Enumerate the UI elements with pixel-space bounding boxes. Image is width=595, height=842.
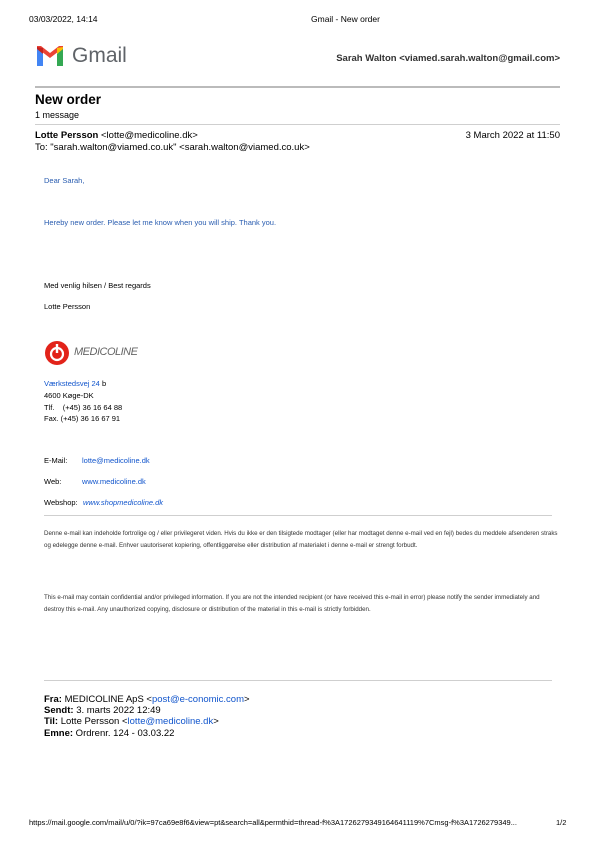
forward-from-end: > <box>244 694 250 705</box>
email-label: E-Mail: <box>44 456 68 465</box>
forward-to-end: > <box>213 716 219 727</box>
gmail-wordmark: Gmail <box>72 44 127 67</box>
recipient-line: To: "sarah.walton@viamed.co.uk" <sarah.walton@viamed.co.uk> <box>35 142 310 153</box>
signature-divider <box>44 515 552 516</box>
forward-from-email[interactable]: post@e-conomic.com <box>151 694 244 705</box>
disclaimer-english: This e-mail may contain confidential and/or privileged information. If you are not the intended recipient (or have received this e-mail in error) please notify the sender immediately and destroy this e-mail. Any unauthorized copying, disclosure or distribution of the material in this e-mail is strictly forbidden. <box>44 594 540 613</box>
message-count: 1 message <box>35 110 80 120</box>
disclaimer-danish: Denne e-mail kan indeholde fortrolige og / eller privilegeret viden. Hvis du ikke er den tilsigtede modtager (eller har modtaget denne e-mail ved en fejl) bedes du meddele afsenderen straks og edelegge denne e-mail. Enhver uautoriseret kopiering, offentliggørelse eller distribution af materialet i denne e-mail er strengt forbudt. <box>44 530 558 549</box>
medicoline-wordmark: MEDICOLINE <box>74 346 138 358</box>
forward-subject-label: Emne: <box>44 728 74 739</box>
account-name: Sarah Walton <viamed.sarah.walton@gmail.com> <box>336 53 560 64</box>
forward-from-name: MEDICOLINE ApS < <box>61 694 152 705</box>
forward-divider <box>44 680 552 681</box>
address-line <box>44 379 106 388</box>
forward-to-email[interactable]: lotte@medicoline.dk <box>127 716 214 727</box>
medicoline-mark-icon <box>44 340 70 366</box>
message-date: 3 March 2022 at 11:50 <box>465 130 560 141</box>
page-number: 1/2 <box>556 818 567 827</box>
sender-line <box>35 130 198 141</box>
forward-sent-value: 3. marts 2022 12:49 <box>73 705 161 716</box>
subject-divider <box>35 124 560 125</box>
webshop-link[interactable]: www.shopmedicoline.dk <box>83 498 164 507</box>
forward-to-label: Til: <box>44 716 59 727</box>
forward-sent-label: Sendt: <box>44 705 74 716</box>
city-line: 4600 Køge-DK <box>44 391 94 400</box>
print-title: Gmail - New order <box>311 14 380 24</box>
webshop-label: Webshop: <box>44 498 78 507</box>
sender-email[interactable]: <lotte@medicoline.dk> <box>101 130 198 141</box>
thread-subject: New order <box>35 92 102 107</box>
email-link[interactable]: lotte@medicoline.dk <box>82 456 150 465</box>
signature-name: Lotte Persson <box>44 302 91 311</box>
gmail-m-icon <box>35 44 65 68</box>
medicoline-logo <box>44 340 136 366</box>
phone-line: Tlf. (+45) 36 16 64 88 <box>44 403 123 412</box>
address-suffix: b <box>99 379 107 388</box>
message-body: Hereby new order. Please let me know when you will ship. Thank you. <box>44 218 277 227</box>
header-divider <box>35 86 560 88</box>
print-datetime: 03/03/2022, 14:14 <box>29 14 98 24</box>
forward-from <box>44 694 250 705</box>
forward-subject <box>44 728 174 739</box>
forward-from-label: Fra: <box>44 694 62 705</box>
fax-line: Fax. (+45) 36 16 67 91 <box>44 414 121 423</box>
closing: Med venlig hilsen / Best regards <box>44 281 151 290</box>
greeting: Dear Sarah, <box>44 176 85 185</box>
print-url: https://mail.google.com/mail/u/0/?ik=97ca69e8f6&view=pt&search=all&permthid=thread-f%3A1726279349164641119%7Cmsg-f%3A1726279349... <box>29 818 517 827</box>
forward-to-name: Lotte Persson < <box>58 716 128 727</box>
address-link[interactable]: Værkstedsvej 24 <box>44 379 100 388</box>
web-label: Web: <box>44 477 62 486</box>
gmail-logo <box>35 44 65 73</box>
web-link[interactable]: www.medicoline.dk <box>82 477 146 486</box>
forward-to <box>44 716 219 727</box>
forward-subject-value: Ordrenr. 124 - 03.03.22 <box>73 728 175 739</box>
forward-sent <box>44 705 161 716</box>
sender-name: Lotte Persson <box>35 130 99 141</box>
